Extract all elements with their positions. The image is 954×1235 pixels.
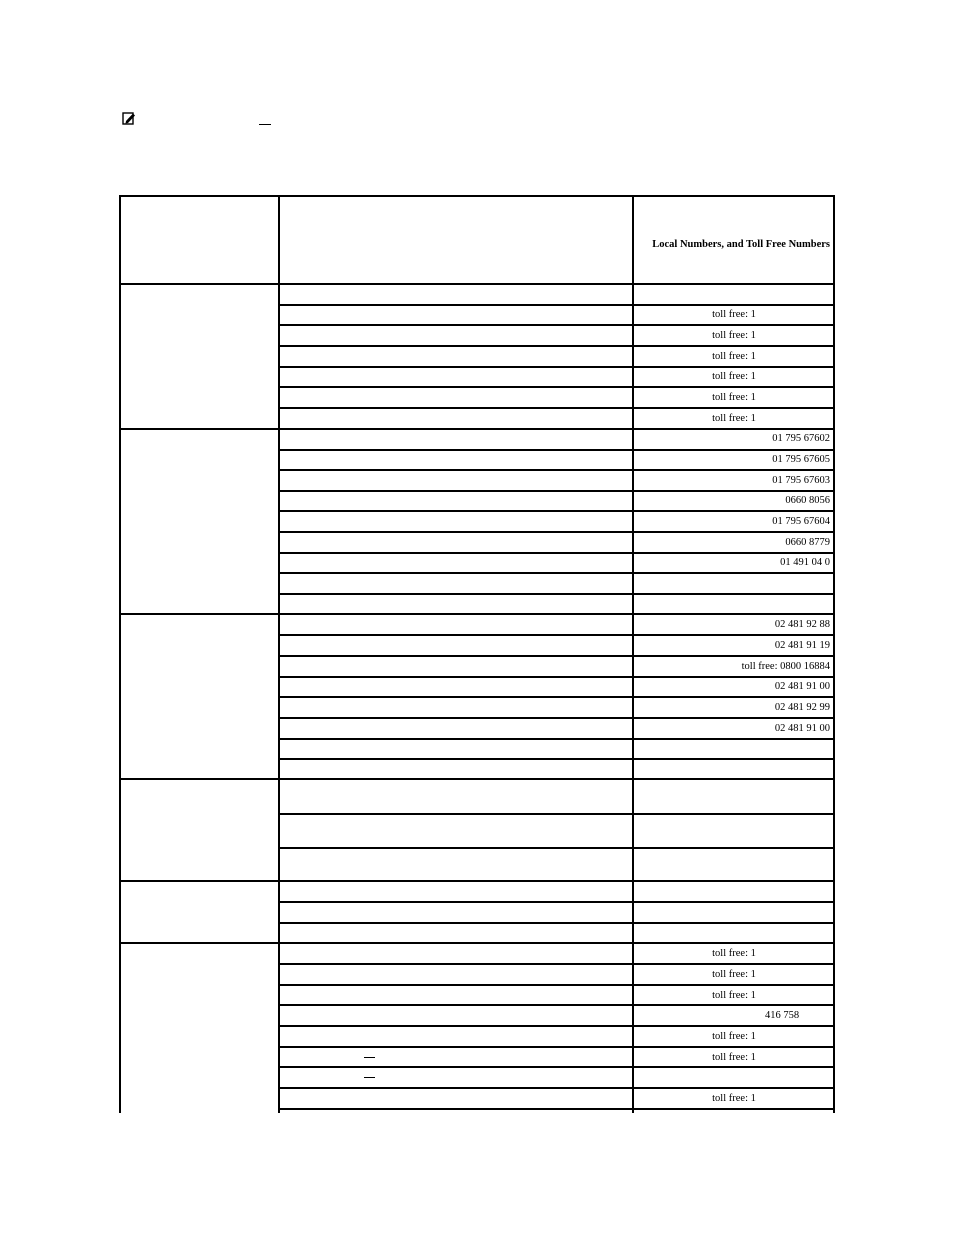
- row-divider: [278, 552, 835, 554]
- row-divider: [278, 304, 835, 306]
- group-divider: [119, 778, 835, 780]
- table-cell: 01 795 67602: [772, 433, 830, 444]
- table-cell: toll free: 1: [712, 969, 756, 980]
- table-cell: toll free: 1: [712, 413, 756, 424]
- table-border-top: [119, 195, 835, 197]
- table-cell: toll free: 1: [712, 990, 756, 1001]
- row-divider: [278, 901, 835, 903]
- row-divider: [278, 345, 835, 347]
- row-divider: [278, 813, 835, 815]
- row-divider: [278, 1004, 835, 1006]
- row-divider: [278, 510, 835, 512]
- row-divider: [278, 490, 835, 492]
- table-cell: toll free: 1: [712, 371, 756, 382]
- table-cell: 01 795 67603: [772, 475, 830, 486]
- table-border-left: [119, 195, 121, 1113]
- table-cell: 02 481 92 99: [774, 702, 830, 713]
- header-divider: [119, 283, 835, 285]
- row-divider: [278, 1025, 835, 1027]
- group-divider: [119, 428, 835, 430]
- row-divider: [278, 634, 835, 636]
- table-cell: 01 795 67605: [772, 454, 830, 465]
- table-cell: toll free: 1: [712, 330, 756, 341]
- table-cell: 02 481 91 19: [774, 640, 830, 651]
- row-divider: [278, 847, 835, 849]
- row-divider: [278, 366, 835, 368]
- row-divider: [278, 572, 835, 574]
- em-dash: [364, 1057, 375, 1058]
- row-divider: [278, 1108, 835, 1110]
- table-cell: toll free: 0800 16884: [741, 661, 830, 672]
- note-pencil-icon: [122, 111, 136, 125]
- column-divider-1: [278, 195, 280, 1113]
- row-divider: [278, 655, 835, 657]
- row-divider: [278, 696, 835, 698]
- row-divider: [278, 676, 835, 678]
- row-divider: [278, 1046, 835, 1048]
- row-divider: [278, 963, 835, 965]
- row-divider: [278, 717, 835, 719]
- note-dash: [259, 124, 271, 125]
- row-divider: [278, 449, 835, 451]
- table-cell: 02 481 92 88: [774, 619, 830, 630]
- table-cell: toll free: 1: [712, 1031, 756, 1042]
- table-cell: toll free: 1: [712, 392, 756, 403]
- group-divider: [119, 880, 835, 882]
- row-divider: [278, 922, 835, 924]
- group-divider: [119, 613, 835, 615]
- table-cell: toll free: 1: [712, 1052, 756, 1063]
- row-divider: [278, 1087, 835, 1089]
- row-divider: [278, 469, 835, 471]
- row-divider: [278, 407, 835, 409]
- row-divider: [278, 984, 835, 986]
- table-cell: 01 491 04 0: [780, 557, 830, 568]
- table-cell: 01 795 67604: [772, 516, 830, 527]
- table-cell: 02 481 91 00: [774, 681, 830, 692]
- row-divider: [278, 531, 835, 533]
- group-divider: [119, 942, 835, 944]
- row-divider: [278, 593, 835, 595]
- table-cell: toll free: 1: [712, 1093, 756, 1104]
- table-cell: 416 758: [765, 1010, 800, 1021]
- row-divider: [278, 758, 835, 760]
- table-cell: toll free: 1: [712, 351, 756, 362]
- em-dash: [364, 1077, 375, 1078]
- row-divider: [278, 738, 835, 740]
- table-cell: 02 481 91 00: [774, 723, 830, 734]
- row-divider: [278, 1066, 835, 1068]
- row-divider: [278, 386, 835, 388]
- row-divider: [278, 324, 835, 326]
- table-cell: toll free: 1: [712, 948, 756, 959]
- column-header-numbers: Local Numbers, and Toll Free Numbers: [652, 239, 830, 250]
- table-cell: 0660 8056: [785, 495, 830, 506]
- table-cell: 0660 8779: [785, 537, 830, 548]
- table-cell: toll free: 1: [712, 309, 756, 320]
